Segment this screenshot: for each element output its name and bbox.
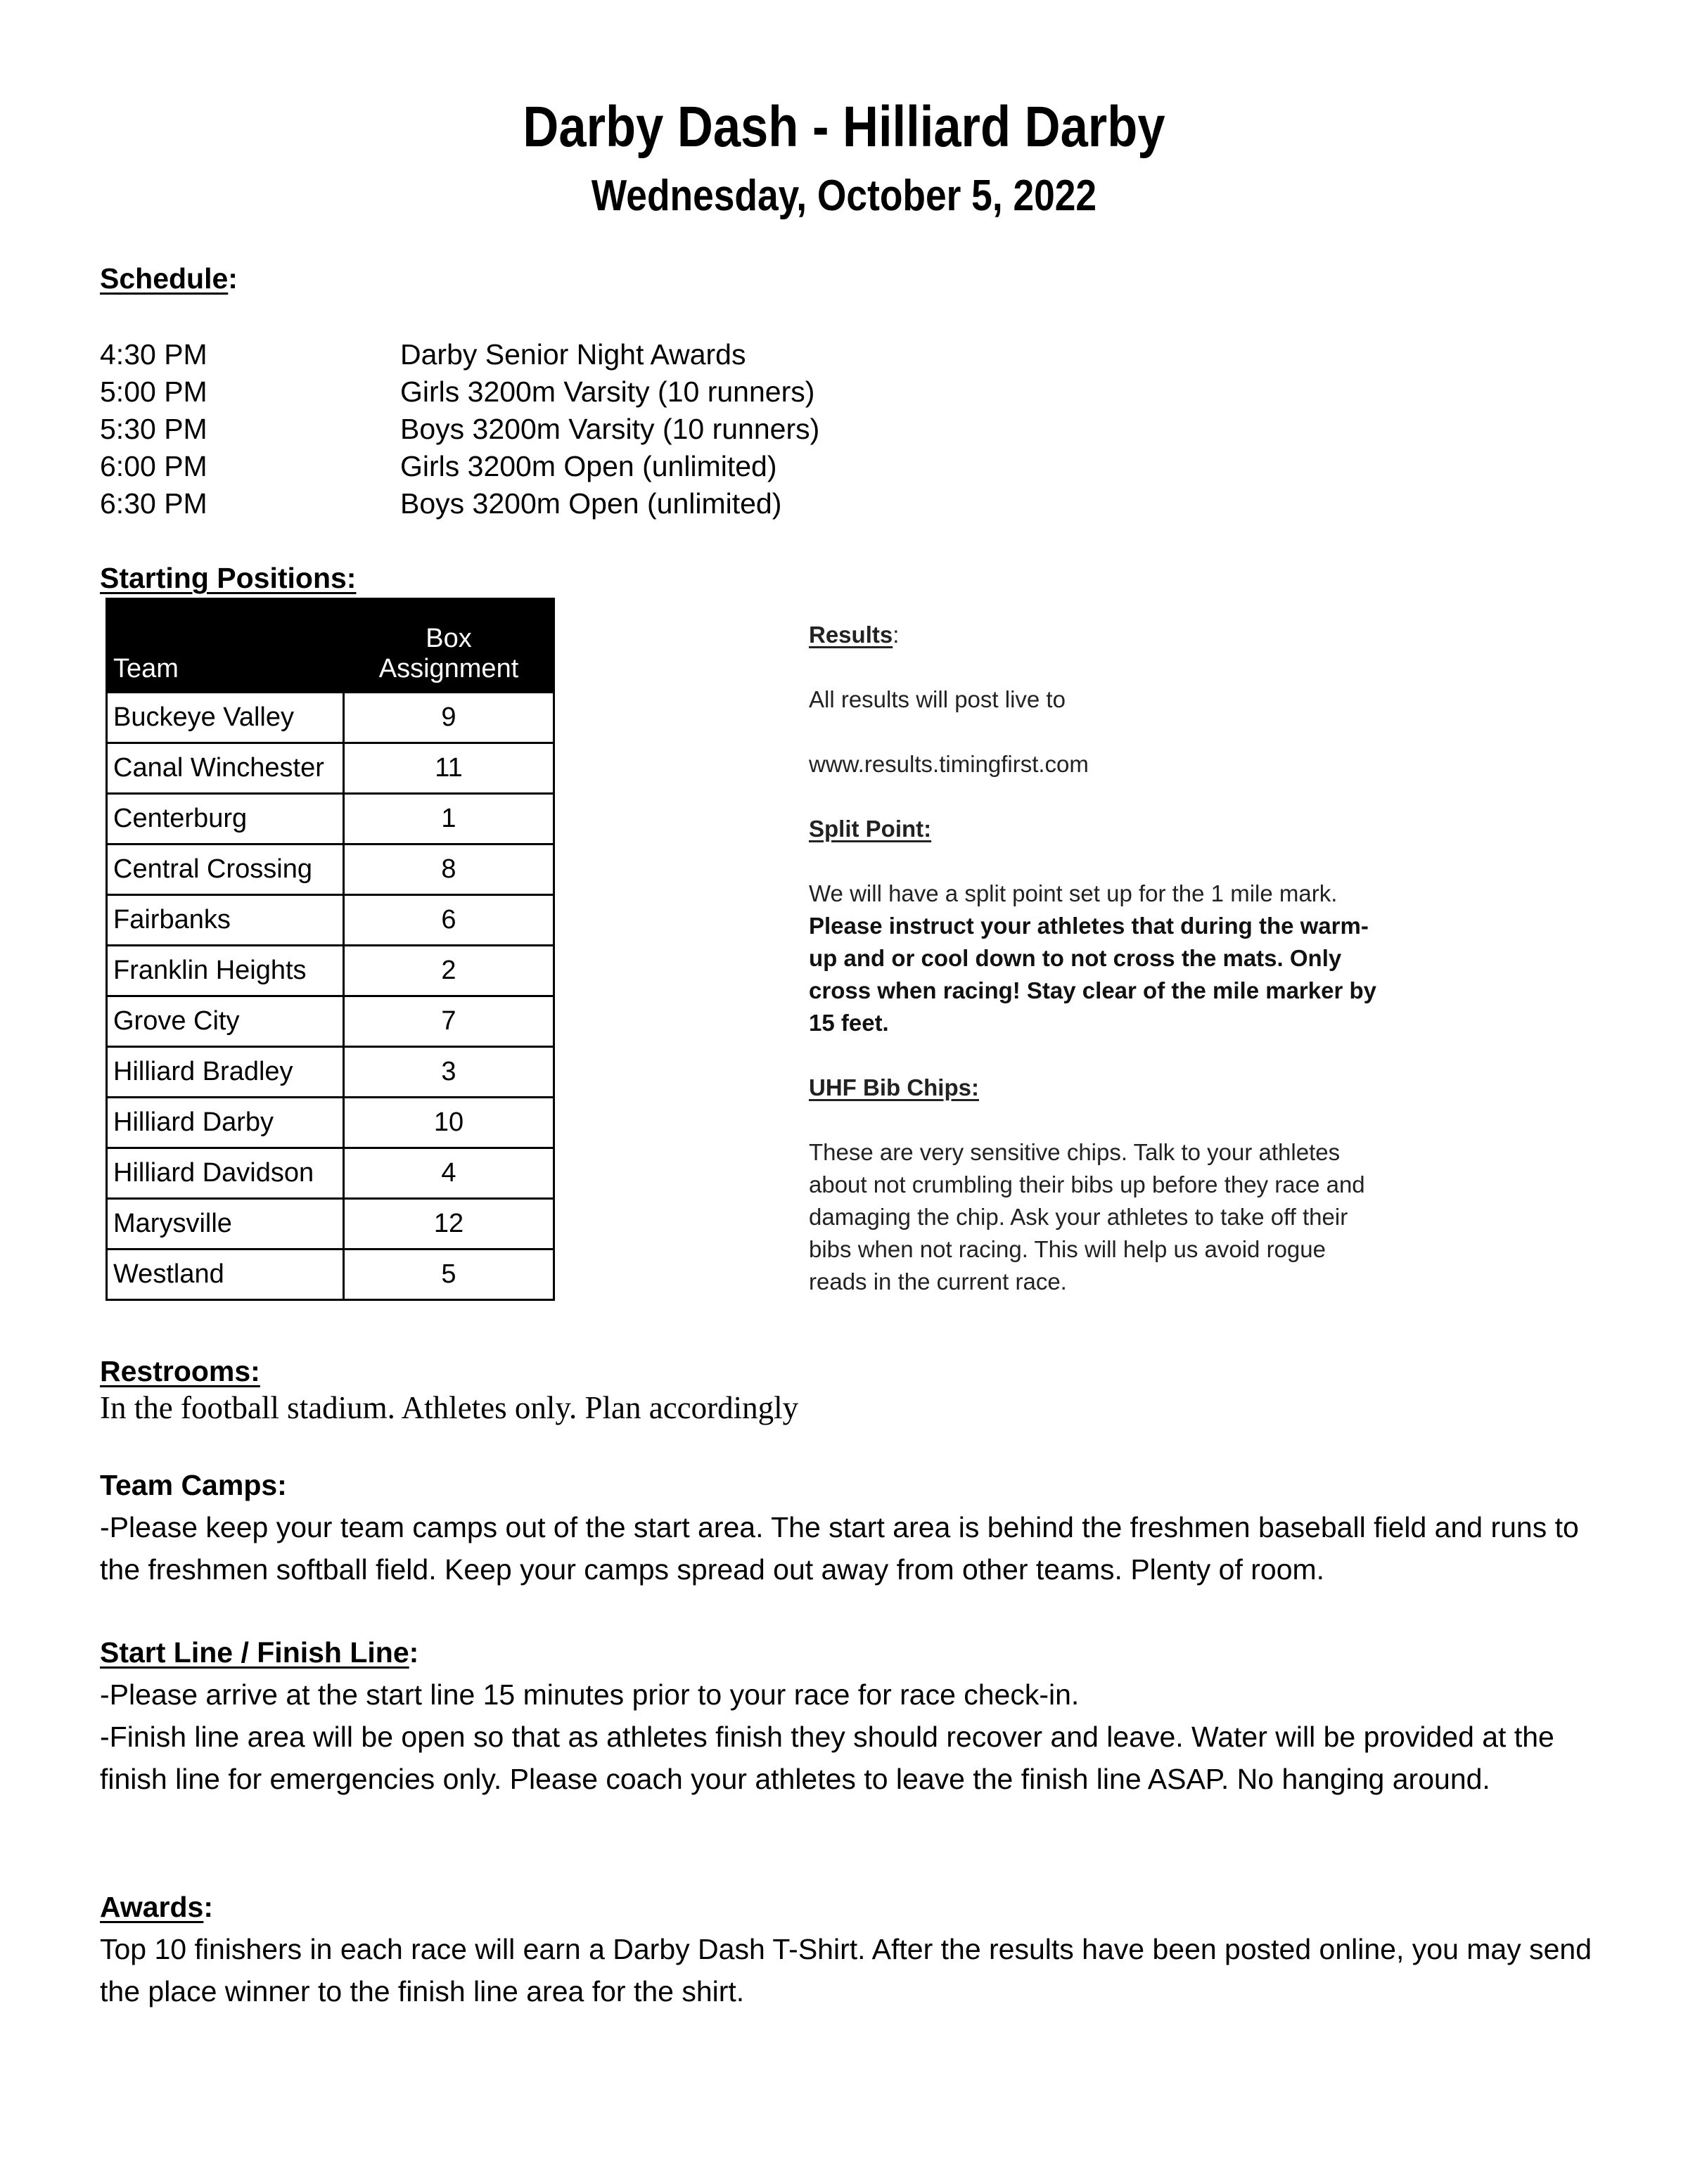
box-column-header [344, 599, 554, 693]
split-point-text-bold: Please instruct your athletes that during the warm-up and or cool down to not cross the mats. Only cross when racing! Stay clear of the mile marker by 15 feet. [809, 913, 1376, 1036]
team-cell: Hilliard Darby [107, 1098, 344, 1148]
team-column-header: Team [107, 599, 344, 693]
box-cell: 9 [344, 693, 554, 743]
team-camps-heading: Team Camps: [100, 1469, 287, 1501]
team-cell: Central Crossing [107, 844, 344, 895]
schedule-row [100, 448, 819, 485]
box-cell: 7 [344, 996, 554, 1047]
table-row [107, 895, 554, 946]
team-cell: Hilliard Bradley [107, 1047, 344, 1098]
split-point-text-normal: We will have a split point set up for the 1 mile mark. [809, 880, 1338, 906]
table-row [107, 946, 554, 996]
box-header-line2: Assignment [378, 654, 519, 683]
schedule-event: Darby Senior Night Awards [400, 338, 746, 371]
team-cell: Marysville [107, 1199, 344, 1250]
box-cell: 5 [344, 1250, 554, 1300]
schedule-row [100, 373, 819, 411]
uhf-text: These are very sensitive chips. Talk to your athletes about not crumbling their bibs up before they race and damaging the chip. Ask your athletes to take off their bibs when not racing. This will help us avoid rogue reads in the current race. [809, 1139, 1365, 1295]
schedule-row [100, 485, 819, 522]
team-cell: Buckeye Valley [107, 693, 344, 743]
restrooms-text: In the football stadium. Athletes only. Plan accordingly [100, 1390, 799, 1425]
box-cell: 12 [344, 1199, 554, 1250]
schedule-event: Girls 3200m Open (unlimited) [400, 450, 777, 482]
split-point-heading: Split Point: [809, 816, 932, 842]
team-camps-text: -Please keep your team camps out of the start area. The start area is behind the freshmen baseball field and runs to the freshmen softball field. Keep your camps spread out away from other teams. Plenty of room. [100, 1511, 1579, 1586]
starting-positions-table [106, 598, 555, 1301]
schedule-event: Boys 3200m Varsity (10 runners) [400, 413, 820, 445]
team-cell: Franklin Heights [107, 946, 344, 996]
start-finish-heading: Start Line / Finish Line: [100, 1636, 419, 1669]
table-row [107, 1199, 554, 1250]
awards-heading: Awards: [100, 1891, 214, 1923]
box-header-line1: Box [426, 624, 472, 653]
table-row [107, 1098, 554, 1148]
uhf-heading: UHF Bib Chips: [809, 1074, 979, 1100]
box-cell: 4 [344, 1148, 554, 1199]
page-title: Darby Dash - Hilliard Darby [523, 95, 1165, 159]
schedule-list [100, 336, 819, 522]
box-cell: 10 [344, 1098, 554, 1148]
team-cell: Canal Winchester [107, 743, 344, 794]
schedule-row [100, 336, 819, 373]
team-cell: Hilliard Davidson [107, 1148, 344, 1199]
table-row [107, 794, 554, 844]
box-cell: 6 [344, 895, 554, 946]
schedule-time: 6:00 PM [100, 450, 207, 482]
finish-line-text: -Finish line area will be open so that as athletes finish they should recover and leave. Water will be provided at the finish line for emergencies only. Please coach your athletes to leave the finish line ASAP. No hanging around. [100, 1721, 1554, 1795]
schedule-heading: Schedule: [100, 262, 238, 295]
schedule-row [100, 411, 819, 448]
results-url: www.results.timingfirst.com [809, 751, 1089, 777]
event-date: Wednesday, October 5, 2022 [591, 172, 1097, 220]
schedule-time: 4:30 PM [100, 338, 207, 371]
table-row [107, 1250, 554, 1300]
table-row [107, 1047, 554, 1098]
team-cell: Fairbanks [107, 895, 344, 946]
table-row [107, 844, 554, 895]
schedule-time: 5:00 PM [100, 375, 207, 408]
start-line-text: -Please arrive at the start line 15 minutes prior to your race for race check-in. [100, 1678, 1080, 1711]
team-cell: Centerburg [107, 794, 344, 844]
awards-text: Top 10 finishers in each race will earn a Darby Dash T-Shirt. After the results have been posted online, you may send the place winner to the finish line area for the shirt. [100, 1933, 1592, 2008]
box-cell: 11 [344, 743, 554, 794]
schedule-event: Girls 3200m Varsity (10 runners) [400, 375, 815, 408]
schedule-event: Boys 3200m Open (unlimited) [400, 487, 782, 520]
table-row [107, 1148, 554, 1199]
split-point-text [809, 878, 1386, 1039]
restrooms-heading: Restrooms: [100, 1355, 260, 1387]
schedule-time: 5:30 PM [100, 413, 207, 445]
table-header-row [107, 599, 554, 693]
table-row [107, 693, 554, 743]
box-cell: 3 [344, 1047, 554, 1098]
box-cell: 1 [344, 794, 554, 844]
table-row [107, 996, 554, 1047]
team-cell: Grove City [107, 996, 344, 1047]
team-cell: Westland [107, 1250, 344, 1300]
results-heading: Results: [809, 622, 900, 648]
starting-positions-heading: Starting Positions: [100, 562, 357, 594]
box-cell: 2 [344, 946, 554, 996]
table-row [107, 743, 554, 794]
results-text: All results will post live to [809, 686, 1066, 712]
schedule-time: 6:30 PM [100, 487, 207, 520]
box-cell: 8 [344, 844, 554, 895]
info-sidebar [809, 619, 1386, 1298]
